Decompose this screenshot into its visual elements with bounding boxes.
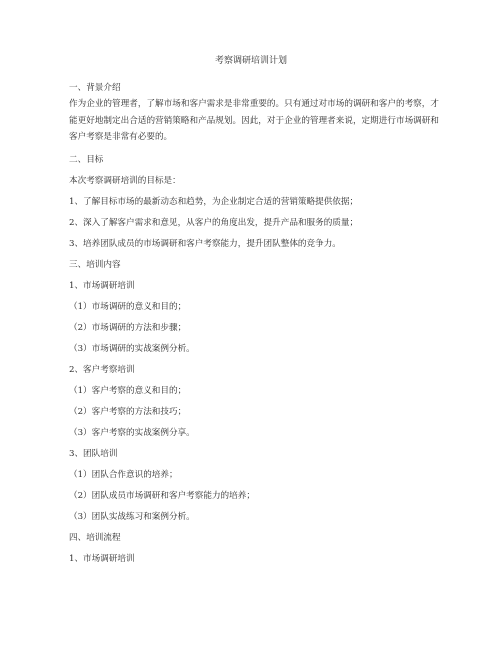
- list-item: （1）市场调研的意义和目的；: [69, 302, 187, 312]
- background-paragraph: 作为企业的管理者，了解市场和客户需求是非常重要的。只有通过对市场的调研和客户的考察，才能更好地制定出合适的营销策略和产品规划。因此，对于企业的管理者来说，定期进行市场调研和客户考察是非常有必要的。: [69, 99, 439, 142]
- list-item: （2）团队成员市场调研和客户考察能力的培养；: [69, 491, 255, 501]
- subsection-heading-market-research: 1、市场调研培训: [69, 281, 135, 291]
- goal-item: 2、深入了解客户需求和意见，从客户的角度出发，提升产品和服务的质量；: [69, 218, 359, 228]
- list-item: （1）团队合作意识的培养；: [69, 470, 178, 480]
- section-heading-goals: 二、目标: [69, 155, 104, 165]
- list-item: （2）市场调研的方法和步骤；: [69, 323, 187, 333]
- goals-intro: 本次考察调研培训的目标是：: [69, 176, 181, 186]
- list-item: （1）客户考察的意义和目的；: [69, 386, 187, 396]
- document-title: 考察调研培训计划: [214, 56, 287, 66]
- goal-item: 1、了解目标市场的最新动态和趋势，为企业制定合适的营销策略提供依据；: [69, 197, 359, 207]
- list-item: （3）市场调研的实战案例分析。: [69, 344, 195, 354]
- section-heading-background: 一、背景介绍: [69, 83, 121, 93]
- goal-item: 3、培养团队成员的市场调研和客户考察能力，提升团队整体的竞争力。: [69, 239, 341, 249]
- list-item: （3）客户考察的实战案例分享。: [69, 428, 195, 438]
- subsection-heading-customer-visit: 2、客户考察培训: [69, 365, 135, 375]
- subsection-heading-team: 3、团队培训: [69, 449, 118, 459]
- section-heading-process: 四、培训流程: [69, 533, 121, 543]
- subsection-heading-market-research-process: 1、市场调研培训: [69, 554, 135, 564]
- section-heading-content: 三、培训内容: [69, 260, 121, 270]
- list-item: （3）团队实战练习和案例分析。: [69, 512, 195, 522]
- list-item: （2）客户考察的方法和技巧；: [69, 407, 187, 417]
